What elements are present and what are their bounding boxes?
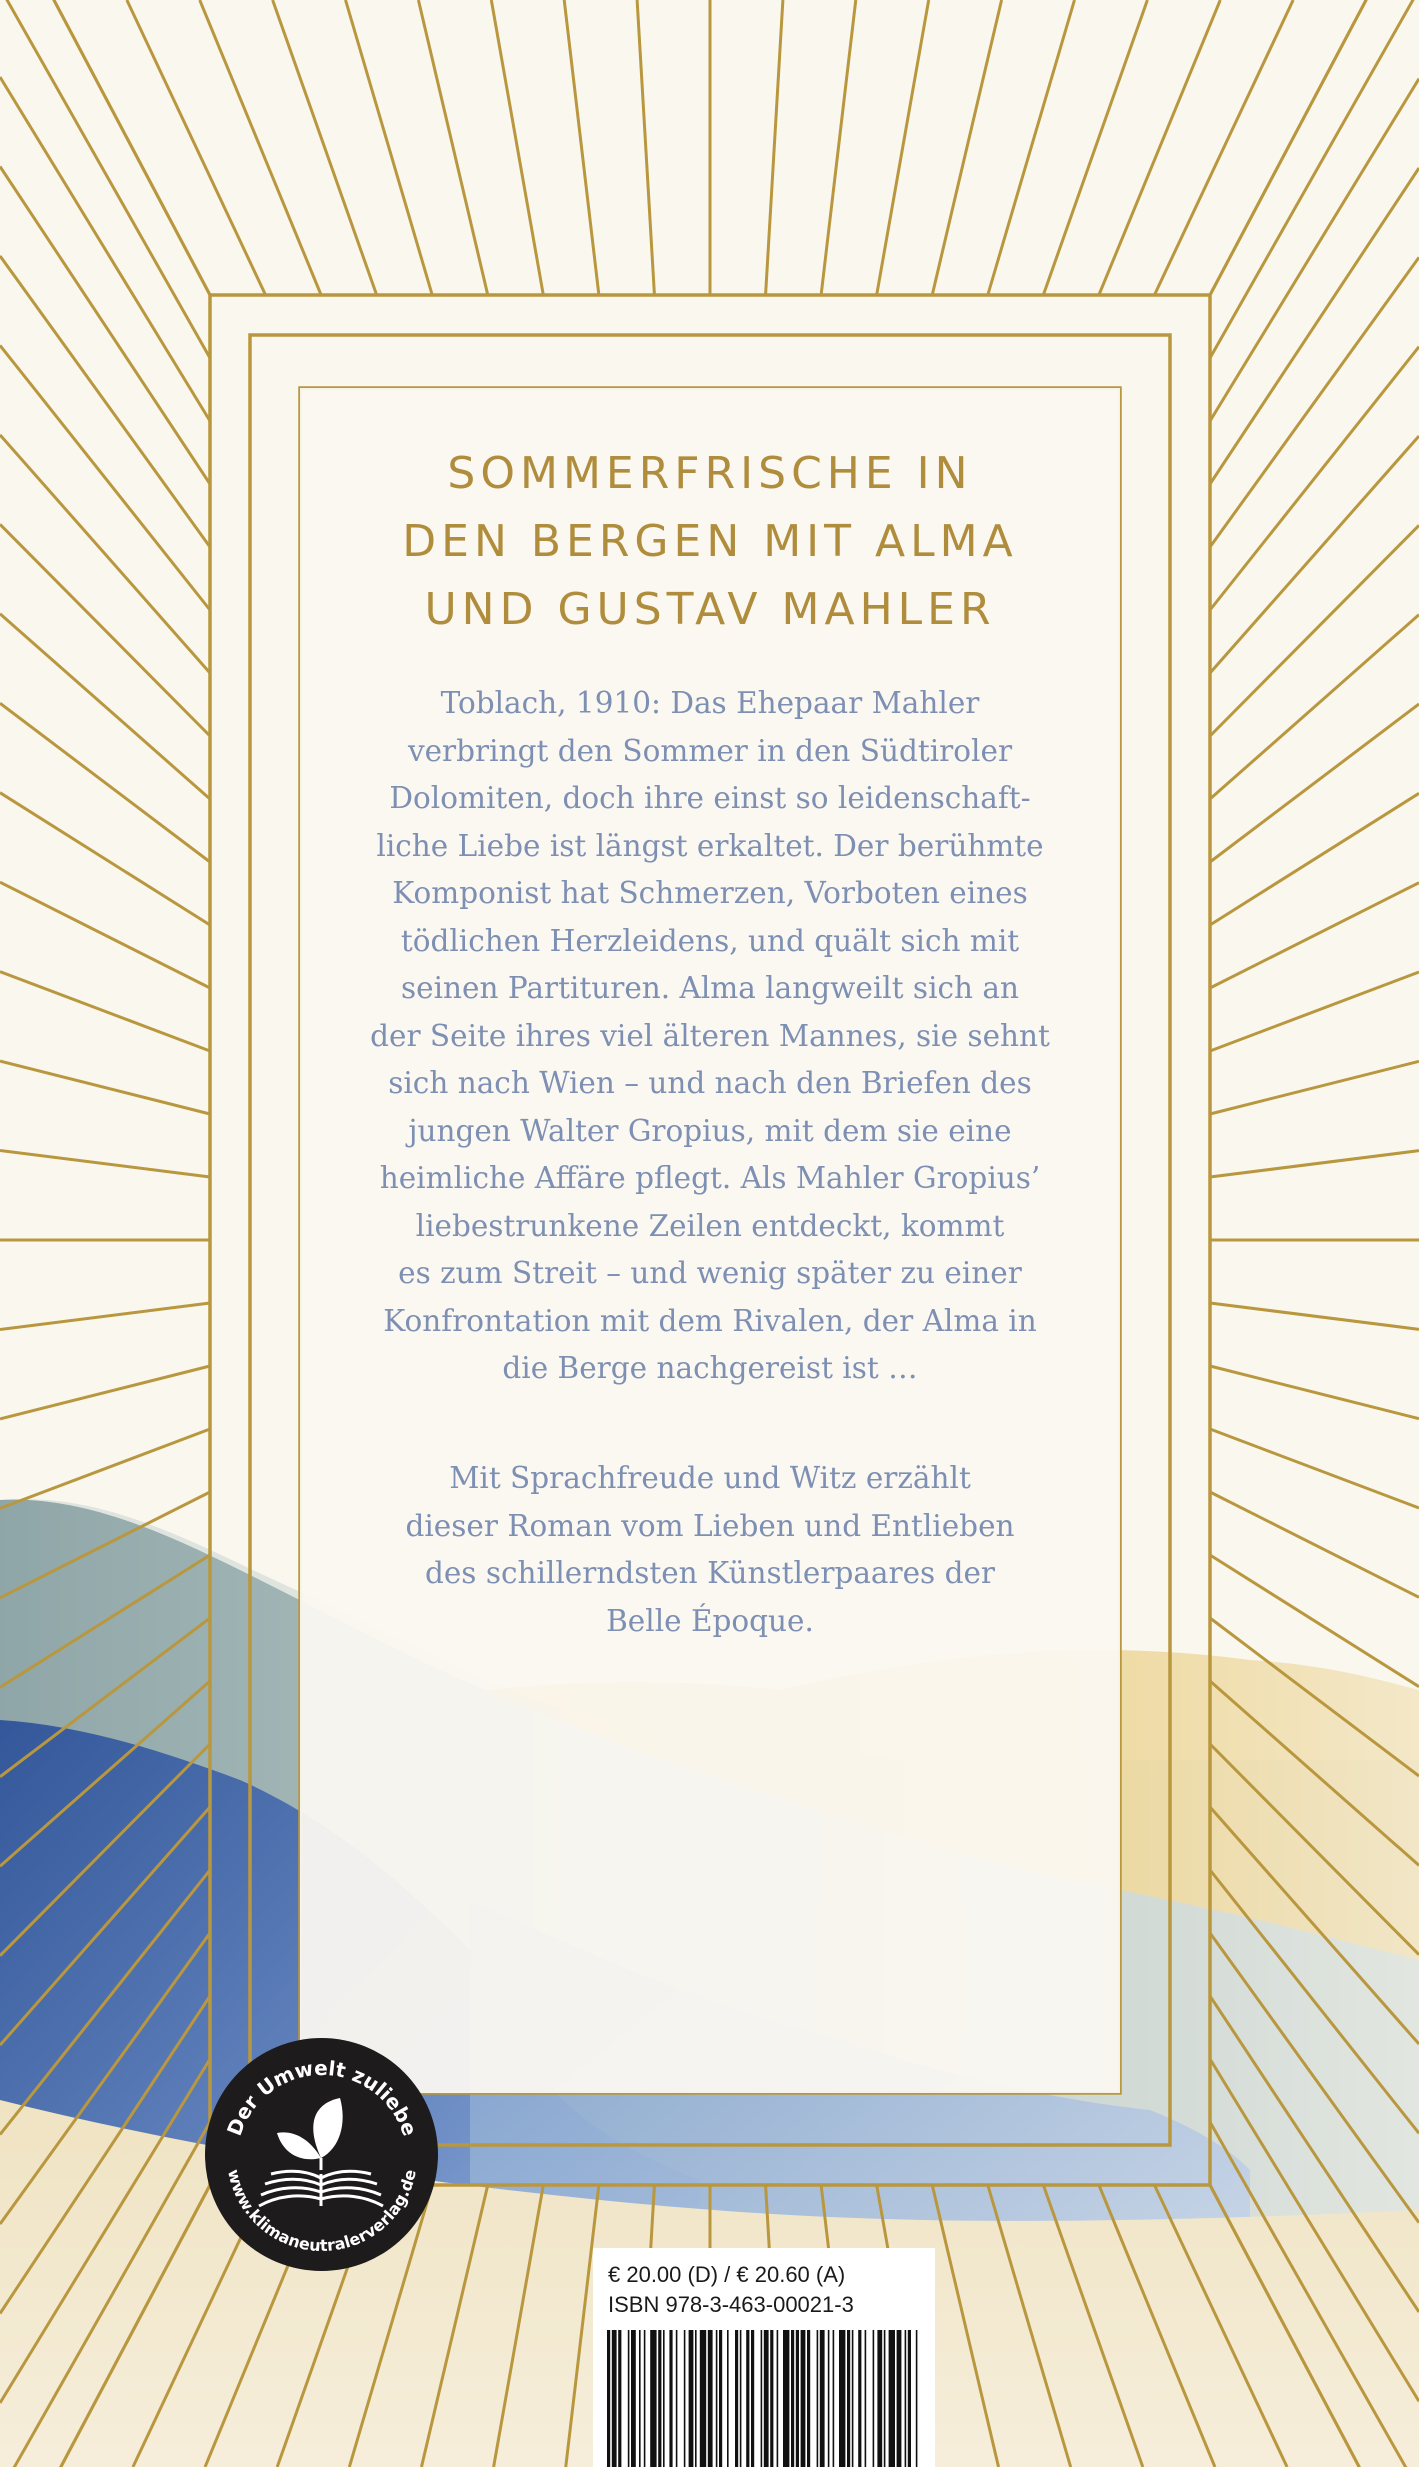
blurb-line: Mit Sprachfreude und Witz erzählt — [449, 1461, 971, 1495]
badge-bottom-text: www.klimaneutralerverlag.de — [223, 2167, 420, 2256]
climate-neutral-badge — [205, 2038, 438, 2271]
blurb-line: es zum Streit – und wenig später zu einer — [398, 1256, 1022, 1290]
barcode — [603, 2330, 925, 2467]
leaf-book-icon — [259, 2098, 383, 2206]
price-label: € 20.00 (D) / € 20.60 (A) — [608, 2262, 846, 2287]
blurb-line: des schillerndsten Künstlerpaares der — [424, 1556, 996, 1590]
blurb-line: Toblach, 1910: Das Ehepaar Mahler — [440, 686, 980, 720]
blurb-line: seinen Partituren. Alma langweilt sich an — [401, 971, 1019, 1005]
blurb-line: sich nach Wien – und nach den Briefen des — [388, 1066, 1032, 1100]
blurb-main — [300, 680, 1120, 1393]
blurb-line: liebestrunkene Zeilen entdeckt, kommt — [415, 1208, 1005, 1243]
headline — [300, 440, 1120, 644]
blurb-closing — [300, 1455, 1120, 1645]
headline-line: DEN BERGEN MIT ALMA — [402, 516, 1018, 567]
headline-line: UND GUSTAV MAHLER — [424, 584, 996, 635]
blurb-line: Komponist hat Schmerzen, Vorboten eines — [392, 876, 1028, 910]
blurb-line: der Seite ihres viel älteren Mannes, sie sehnt — [370, 1018, 1050, 1053]
blurb-line: Dolomiten, doch ihre einst so leidenschaft- — [389, 781, 1031, 815]
price-isbn-block — [593, 2248, 935, 2467]
blurb-line: die Berge nachgereist ist … — [502, 1351, 918, 1385]
blurb-line: verbringt den Sommer in den Südtiroler — [407, 733, 1013, 768]
blurb-line: tödlichen Herzleidens, und quält sich mit — [400, 923, 1020, 958]
blurb-line: heimliche Affäre pflegt. Als Mahler Gropius’ — [379, 1161, 1041, 1195]
headline-line: SOMMERFRISCHE IN — [447, 448, 973, 499]
blurb-line: jungen Walter Gropius, mit dem sie eine — [408, 1113, 1012, 1148]
blurb-line: liche Liebe ist längst erkaltet. Der berühmte — [376, 828, 1044, 863]
isbn-label: ISBN 978-3-463-00021-3 — [608, 2292, 854, 2317]
blurb-line: Belle Époque. — [606, 1603, 814, 1638]
blurb-line: Konfrontation mit dem Rivalen, der Alma in — [383, 1303, 1037, 1338]
badge-top-text: Der Umwelt zuliebe — [221, 2055, 423, 2139]
blurb-line: dieser Roman vom Lieben und Entlieben — [405, 1508, 1015, 1543]
